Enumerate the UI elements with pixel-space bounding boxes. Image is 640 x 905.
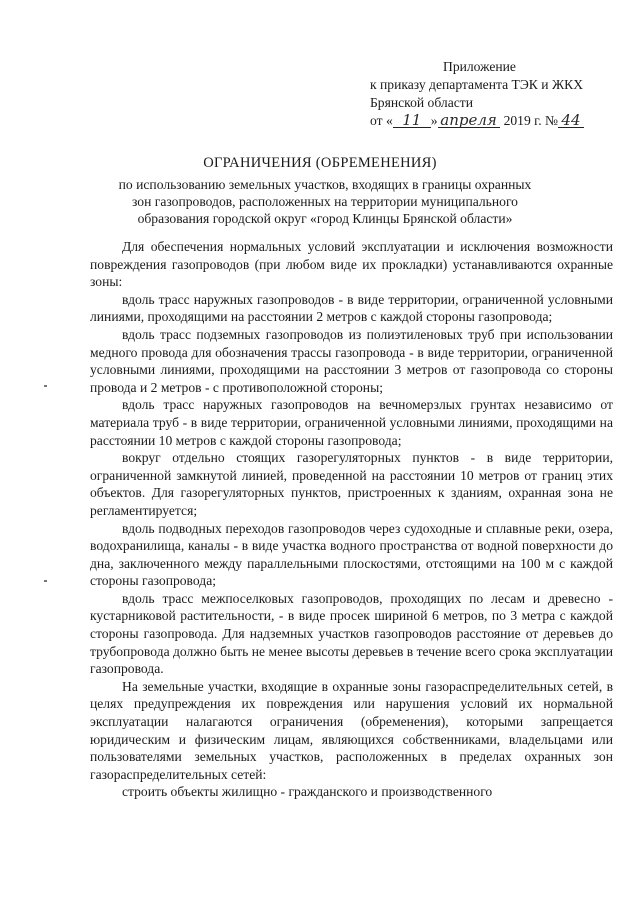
- appendix-title: Приложение: [443, 59, 516, 74]
- paragraph-intro: Для обеспечения нормальных условий эксплуатации и исключения возможности повреждения газопроводов (при любом виде их прокладки) устанавливаются охранные зоны:: [90, 239, 613, 290]
- paragraph-zone-forest: вдоль трасс межпоселковых газопроводов, проходящих по лесам и древесно - кустарниковой растительности, - в виде просек шириной 6 метров, по 3 метра с каждой стороны газопровода. Для надземных участков газопроводов расстояние от деревьев до трубопровода должно быть не менее высоты деревьев в течение всего срока эксплуатации газопровода.: [90, 590, 613, 677]
- order-number-handwritten: 44: [558, 113, 584, 128]
- paragraph-zone-underwater: вдоль подводных переходов газопроводов через судоходные и сплавные реки, озера, водохранилища, каналы - в виде участка водного пространства от водной поверхности до дна, заключенного между параллельными плоскостями, отстоящими на 100 м с каждой стороны газопровода;: [90, 520, 613, 589]
- paragraph-zone-outdoor: вдоль трасс наружных газопроводов - в виде территории, ограниченной условными линиями, проходящими на расстоянии 2 метров с каждой стороны газопровода;: [90, 291, 613, 325]
- order-prefix: от «: [370, 113, 393, 128]
- scan-mark: [44, 580, 47, 582]
- document-body: [90, 238, 613, 801]
- paragraph-build-prohibition: строить объекты жилищно - гражданского и производственного: [122, 784, 493, 800]
- document-title: ОГРАНИЧЕНИЯ (ОБРЕМЕНЕНИЯ): [203, 155, 437, 171]
- paragraph-zone-polyethylene: вдоль трасс подземных газопроводов из полиэтиленовых труб при использовании медного провода для обозначения трассы газопровода - в виде территории, ограниченной условными линиями, проходящими на расстоянии 3 метров от газопровода со стороны провода и 2 метров - с противоположной стороны;: [90, 326, 613, 395]
- order-month-handwritten: апреля: [438, 113, 500, 128]
- order-mid: »: [430, 113, 438, 128]
- scan-mark: [44, 385, 47, 387]
- order-day-handwritten: 11: [393, 113, 431, 128]
- order-date-line: [370, 112, 584, 130]
- document-subtitle: по использованию земельных участков, входящих в границы охранных зон газопроводов, расположенных на территории муниципального образования городской округ «город Клинцы Брянской области»: [118, 177, 532, 226]
- paragraph-restrictions: На земельные участки, входящие в охранные зоны газораспределительных сетей, в целях предупреждения их повреждения или нарушения условий их нормальной эксплуатации налагаются ограничения (обременения), которыми запрещается юридическим и физическим лицам, являющихся собственниками, владельцами или пользователями земельных участков, расположенных в пределах охранных зон газораспределительных сетей:: [90, 678, 613, 782]
- order-year: 2019 г. №: [503, 113, 558, 128]
- appendix-block: [370, 58, 584, 130]
- paragraph-zone-regulators: вокруг отдельно стоящих газорегуляторных пунктов - в виде территории, ограниченной замкнутой линией, проведенной на расстоянии 10 метров от границ этих объектов. Для газорегуляторных пунктов, пристроенных к зданиям, охранная зона не регламентируется;: [90, 450, 613, 518]
- paragraph-zone-permafrost: вдоль трасс наружных газопроводов на вечномерзлых грунтах независимо от материала труб - в виде территории, ограниченной условными линиями, проходящими на расстоянии 10 метров с каждой стороны газопровода;: [90, 397, 613, 448]
- appendix-order-ref: к приказу департамента ТЭК и ЖКХ: [370, 77, 584, 92]
- appendix-region: Брянской области: [370, 95, 473, 110]
